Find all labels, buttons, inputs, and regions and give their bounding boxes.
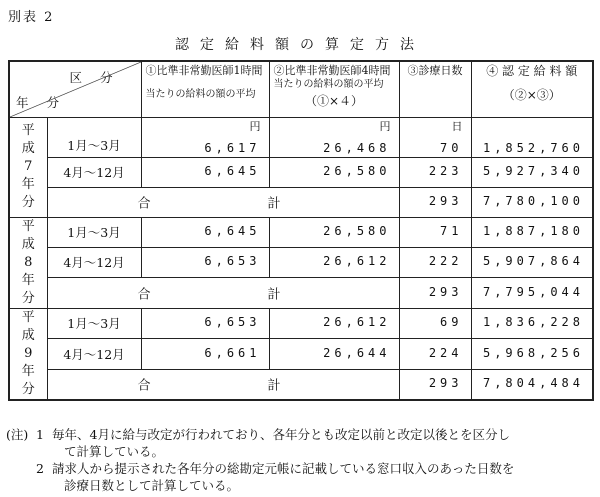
header-col4-line2: （②×③）: [502, 88, 561, 102]
total-row: [9, 187, 593, 217]
period-cell: 1月～3月: [47, 117, 141, 157]
period-cell: 1月～3月: [47, 217, 141, 247]
header-col2: [269, 61, 399, 117]
header-kubun: 区分: [69, 70, 131, 85]
header-row: [9, 61, 593, 117]
col3-value: 224: [399, 339, 471, 370]
header-nenbun: 年分: [16, 94, 78, 110]
col3-value: 69: [399, 308, 471, 339]
period-cell: 4月～12月: [47, 247, 141, 277]
table-row: [9, 308, 593, 339]
col2-value: 円 26,468: [269, 117, 399, 157]
col3-value: 71: [399, 217, 471, 247]
col2-value: 26,644: [269, 339, 399, 370]
note-2-line2: 診療日数として計算している。: [64, 478, 240, 493]
total-label: 合 計: [47, 369, 399, 400]
note-1-line1: 毎年、4月に給与改定が行われており、各年分とも改定以前と改定以後とを区分し: [52, 427, 510, 442]
col1-value: 6,653: [141, 308, 269, 339]
header-col3: [399, 61, 471, 117]
col1-value: 6,661: [141, 339, 269, 370]
header-corner-cell: [9, 61, 141, 117]
col2-value: 26,580: [269, 217, 399, 247]
total-col4: 7,804,484: [471, 369, 593, 400]
col3-value: 222: [399, 247, 471, 277]
table-row: [9, 117, 593, 157]
col1-value: 6,645: [141, 157, 269, 187]
col4-value: 5,927,340: [471, 157, 593, 187]
year-label-h9: 平 成 9 年 分: [9, 308, 47, 400]
note-2-line1: 請求人から提示された各年分の総勘定元帳に記載している窓口収入のあった日数を: [52, 461, 515, 476]
col4-value: 1,887,180: [471, 217, 593, 247]
header-col1-line1: ①比準非常勤医師1時間: [145, 64, 263, 77]
table-row: [9, 217, 593, 247]
total-row: [9, 369, 593, 400]
header-col4-line1: ④ 認 定 給 料 額: [486, 64, 578, 78]
col2-value: 26,612: [269, 308, 399, 339]
table-row: [9, 247, 593, 277]
col1-value: 6,653: [141, 247, 269, 277]
table-row: [9, 339, 593, 370]
note-number: 1: [36, 427, 44, 442]
col4-value: 5,968,256: [471, 339, 593, 370]
col3-value: 223: [399, 157, 471, 187]
total-col3: 293: [399, 187, 471, 217]
year-label-h7: 平 成 7 年 分: [9, 117, 47, 217]
note-2: [6, 460, 594, 494]
period-cell: 4月～12月: [47, 157, 141, 187]
note-number: 2: [36, 461, 44, 476]
calculation-table: [8, 60, 594, 401]
header-col1-line2: 当たりの給料の額の平均: [145, 89, 256, 100]
period-cell: 1月～3月: [47, 308, 141, 339]
total-col4: 7,795,044: [471, 278, 593, 308]
table-row: [9, 157, 593, 187]
total-col4: 7,780,100: [471, 187, 593, 217]
period-cell: 4月～12月: [47, 339, 141, 370]
total-col3: 293: [399, 369, 471, 400]
col3-value: 日 70: [399, 117, 471, 157]
col2-value: 26,612: [269, 247, 399, 277]
note-mark: (注): [6, 427, 29, 442]
appendix-label: 別表 2: [8, 10, 55, 25]
col4-value: 5,907,864: [471, 247, 593, 277]
col1-value: 円 6,617: [141, 117, 269, 157]
total-row: [9, 278, 593, 308]
header-col2-line2: 当たりの給料の額の平均: [273, 79, 384, 90]
note-1: [6, 426, 594, 460]
header-col1: [141, 61, 269, 117]
header-col4: [471, 61, 593, 117]
col4-value: 1,836,228: [471, 308, 593, 339]
total-label: 合 計: [47, 278, 399, 308]
notes-section: [6, 426, 594, 494]
header-col2-line3: （①×４）: [304, 94, 364, 108]
document-title: 認定給料額の算定方法: [175, 37, 425, 53]
col4-value: 1,852,760: [471, 117, 593, 157]
col1-value: 6,645: [141, 217, 269, 247]
year-label-h8: 平 成 8 年 分: [9, 217, 47, 308]
total-label: 合 計: [47, 187, 399, 217]
header-col2-line1: ②比準非常勤医師4時間: [273, 64, 391, 77]
total-col3: 293: [399, 278, 471, 308]
col2-value: 26,580: [269, 157, 399, 187]
note-1-line2: て計算している。: [64, 444, 165, 459]
header-col3-label: ③診療日数: [407, 64, 463, 77]
